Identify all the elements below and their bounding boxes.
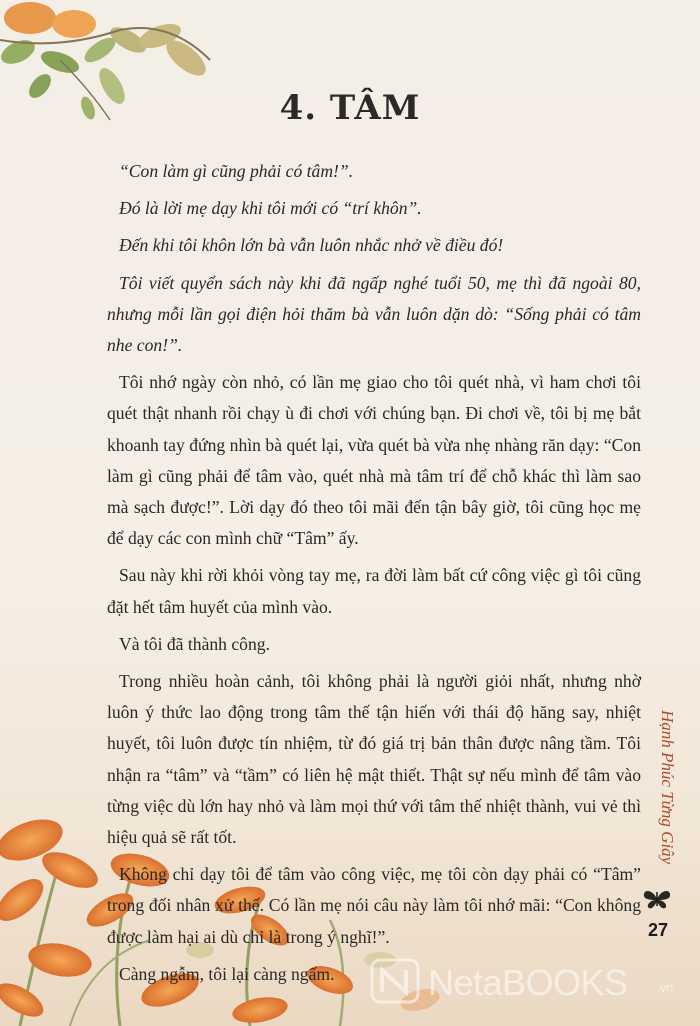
paragraph: Tôi viết quyển sách này khi đã ngấp nghé tuổi 50, mẹ thì đã ngoài 80, nhưng mỗi lần gọi điện hỏi thăm bà vẫn luôn dặn dò: “Sống phải có tâm nhe con!”. [107,272,641,356]
page-number: 27 [647,920,669,940]
paragraph: Đến khi tôi khôn lớn bà vẫn luôn nhắc nhở về điều đó! [119,235,504,256]
paragraph: “Con làm gì cũng phải có tâm!”. [119,161,354,181]
chapter-body [107,156,641,996]
paragraph: Đó là lời mẹ dạy khi tôi mới có “trí khôn”. [119,198,422,219]
paragraph: Càng ngẫm, tôi lại càng ngấm. [119,963,335,984]
paragraph: Không chỉ dạy tôi để tâm vào công việc, mẹ tôi còn dạy phải có “Tâm” trong đối nhân xử thế. Có lần mẹ nói câu này làm tôi nhớ mãi: “Con không được làm hại ai dù chỉ là trong ý nghĩ!”. [107,864,641,947]
book-title-vertical: Hạnh Phúc Từng Giây [658,710,677,865]
butterfly-icon [643,888,671,910]
watermark-brand: NetaBOOKS [428,962,628,1003]
chapter-title: 4. TÂM [279,88,421,128]
paragraph: Sau này khi rời khỏi vòng tay mẹ, ra đời làm bất cứ công việc gì tôi cũng đặt hết tâm huyết của mình vào. [107,565,641,617]
watermark-domain: .vn [656,980,674,995]
paragraph: Tôi nhớ ngày còn nhỏ, có lần mẹ giao cho tôi quét nhà, vì ham chơi tôi quét thật nhanh rồi chạy ù đi chơi với chúng bạn. Đi chơi về, tôi bị mẹ bắt khoanh tay đứng nhìn bà quét lại, vừa quét bà vừa nhẹ nhàng răn dạy: “Con làm gì cũng phải để tâm vào, quét nhà mà tâm trí để chỗ khác thì làm sao mà sạch được!”. Lời dạy đó theo tôi mãi đến tận bây giờ, tôi cũng học mẹ để dạy các con mình chữ “Tâm” ấy. [107,372,641,549]
paragraph: Và tôi đã thành công. [119,633,270,654]
publisher-watermark [368,950,698,1014]
book-logo-icon [368,954,422,1008]
paragraph: Trong nhiều hoàn cảnh, tôi không phải là người giỏi nhất, nhưng nhờ luôn ý thức lao động trong tâm thế tận hiến với thái độ hăng say, nhiệt huyết, tôi luôn được tín nhiệm, từ đó giá trị bản thân được nâng tầm. Tôi nhận ra “tâm” và “tầm” có liên hệ mật thiết. Thật sự nếu mình để tâm vào từng việc dù lớn hay nhỏ và làm mọi thứ với tâm thế nhiệt thành, vui vẻ thì hiệu quả sẽ rất tốt. [107,671,641,848]
